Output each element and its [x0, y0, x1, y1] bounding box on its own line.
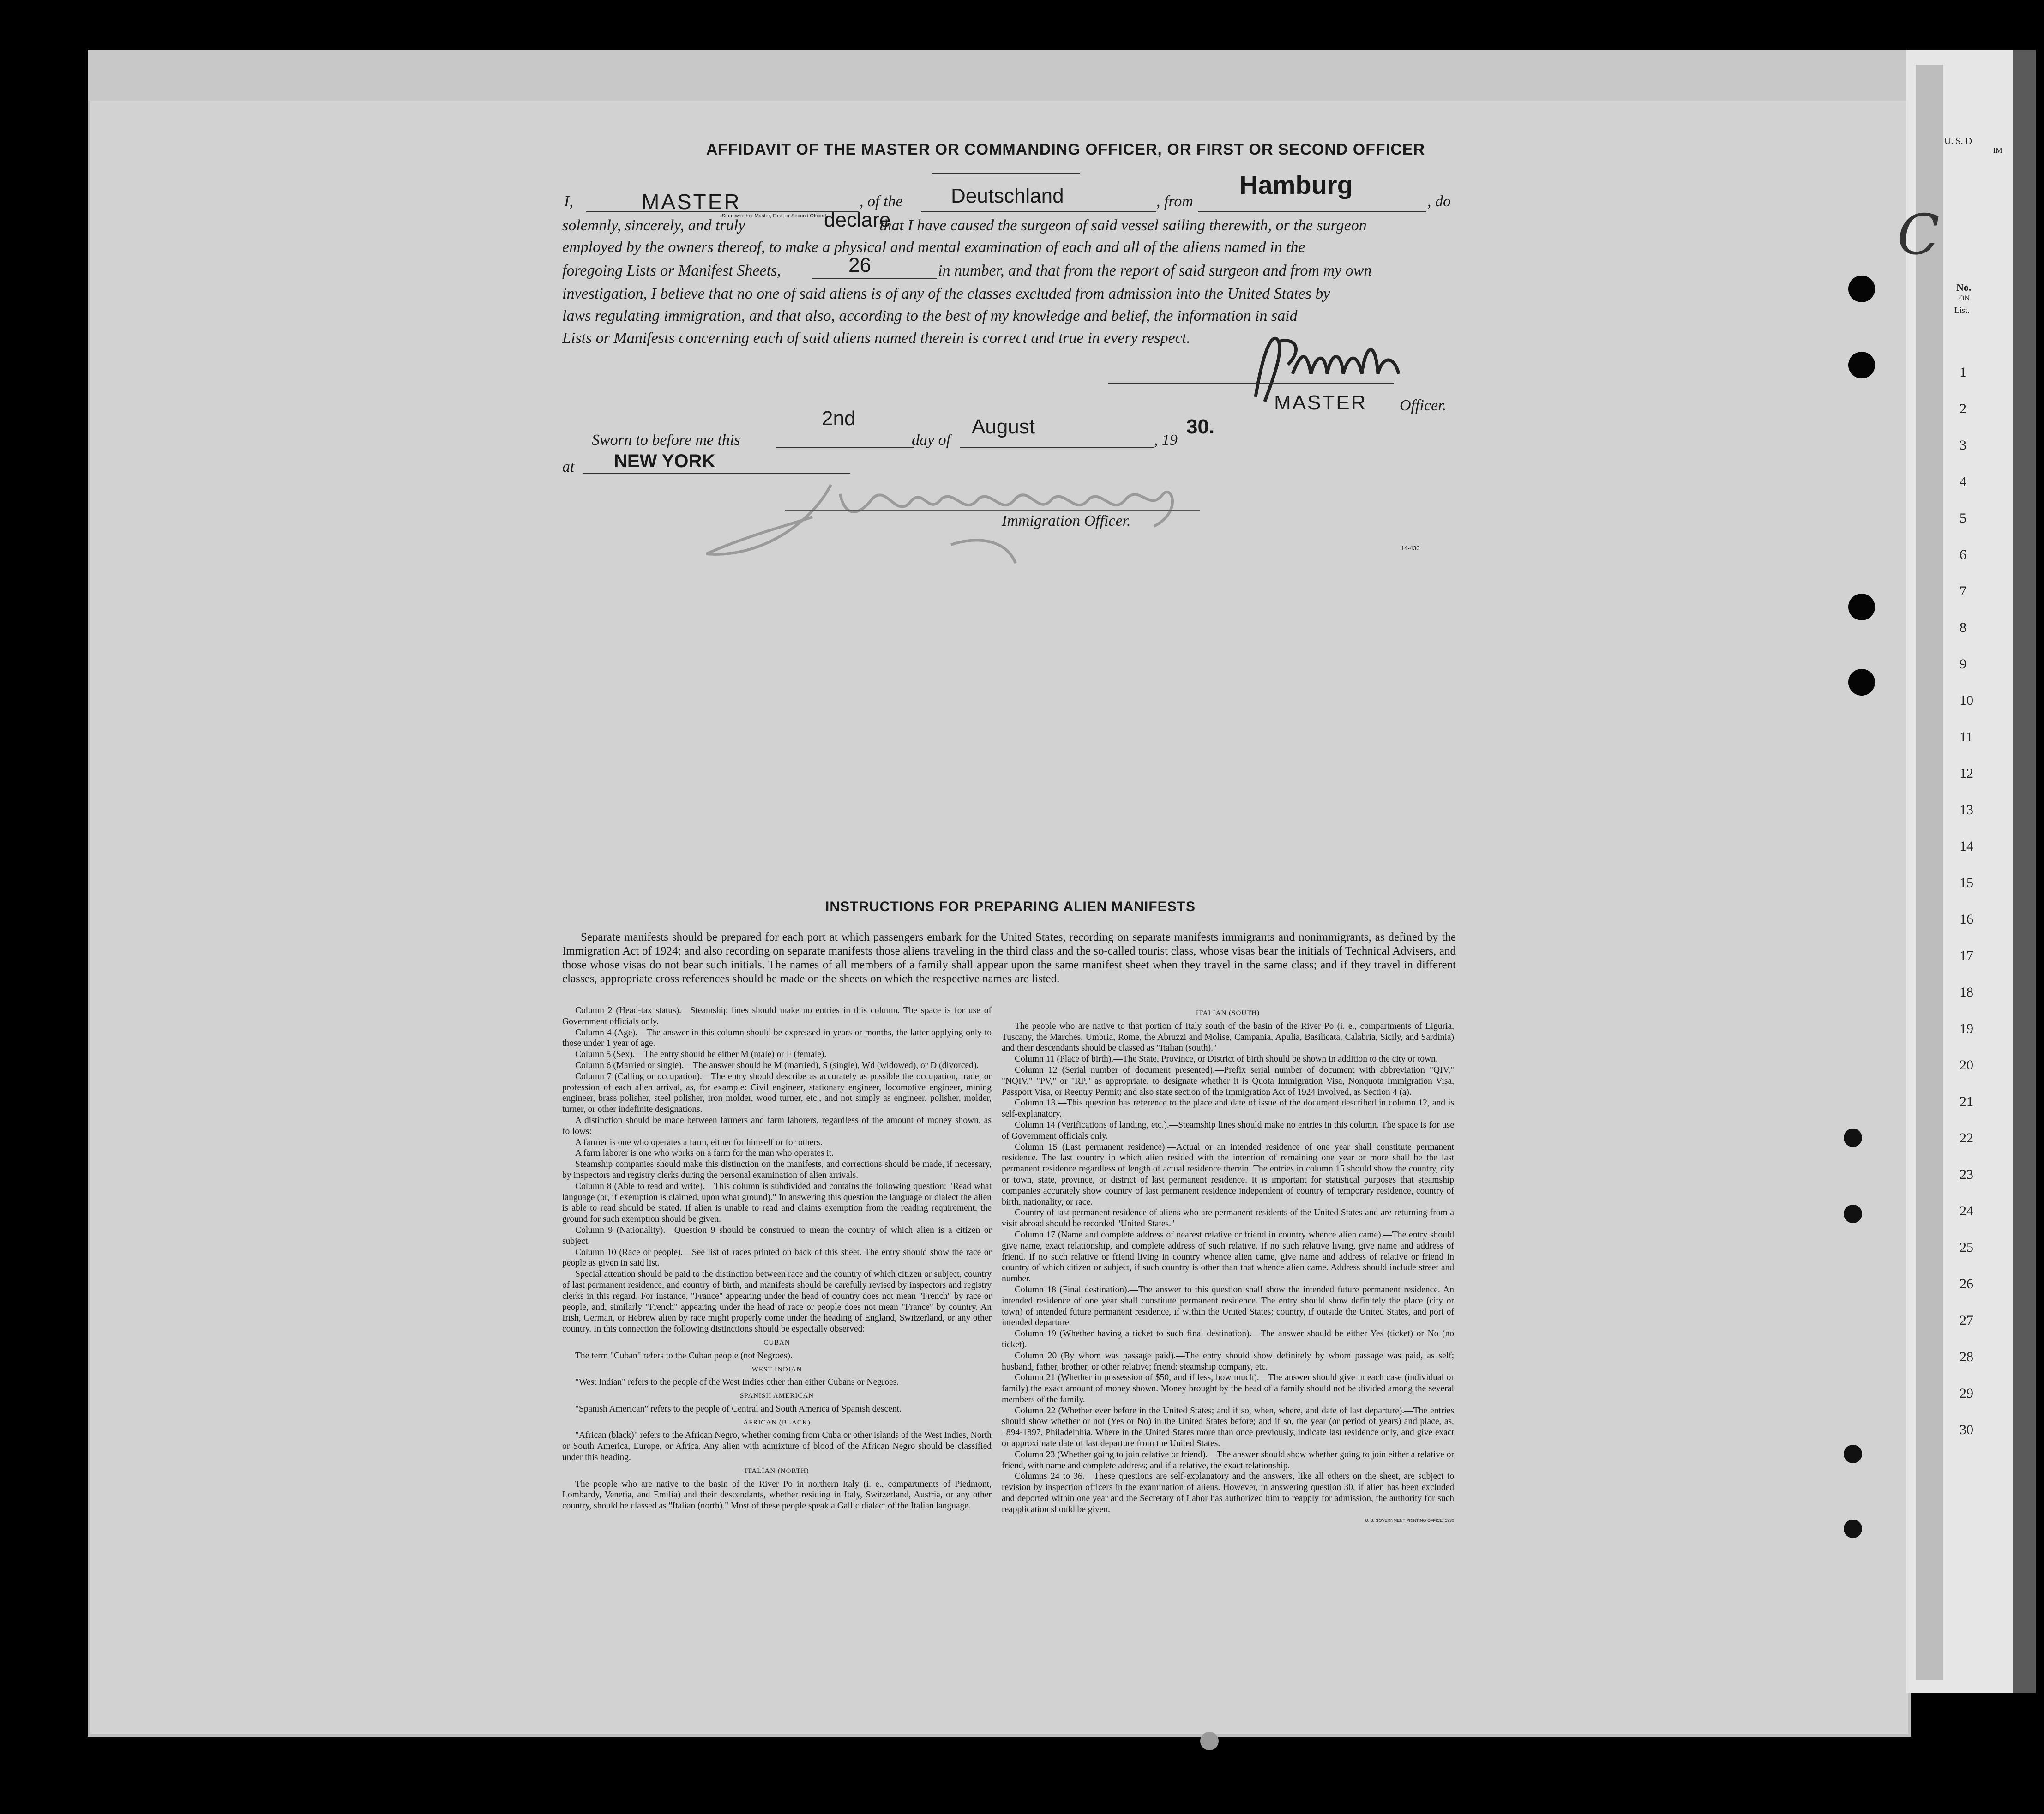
african-heading: AFRICAN (BLACK)	[743, 1418, 811, 1426]
left-column-paragraph: Column 4 (Age).—The answer in this column should be expressed in years or months, the latter applying only to those under 1 year of age.	[562, 1027, 992, 1049]
cuban-text: The term "Cuban" refers to the Cuban people (not Negroes).	[575, 1351, 793, 1361]
adjacent-row-number: 1	[1960, 365, 1966, 380]
affidavit-line3a: foregoing Lists or Manifest Sheets,	[562, 262, 781, 279]
west-indian-heading: WEST INDIAN	[751, 1365, 802, 1373]
instructions-right-column	[1002, 1005, 1454, 1624]
right-column-paragraph: Column 22 (Whether ever before in the United States; and if so, when, where, and date of last departure).—The entries should show whether or not (Yes or No) in the United States before; and if so, the year (or period of years) and place, as, 1894-1897, Philadelphia. Where in the United States more than once previously, indicate last residence only, and give exact or approximate date of last departure from the United States.	[1002, 1406, 1454, 1449]
adjacent-row-number: 19	[1960, 1021, 1973, 1036]
punch-hole	[1848, 352, 1875, 378]
affidavit-line2: employed by the owners thereof, to make a physical and mental examination of each and all of the aliens named in the	[562, 239, 1305, 256]
instructions-intro: Separate manifests should be prepared for each port at which passengers embark for the United States, recording on separate manifests immigrants and nonimmigrants, as defined by the Immigration Act of 1924; and also recording on separate manifests those aliens traveling in the third class and the so-called tourist class, whose visas bear the initials of Technical Advisers, and those whose visas do not bear such initials. The names of all members of a family shall appear upon the same manifest sheet when they travel in the same class; and if they travel in different classes, appropriate cross references should be made on the sheets on which the respective names are listed.	[562, 931, 1456, 985]
left-column-paragraph: Special attention should be paid to the distinction between race and the country of which citizen or subject, country of last permanent residence, and country of birth, and manifests should be carefully revised by inspectors and registry clerks in this regard. For instance, "France" appearing under the head of country does not mean "French" by race or people, and, similarly "French" appearing under the head of race or people does not mean "France" by country. An Irish, German, or Hebrew alien by race might properly come under the heading of England, Switzerland, or any other country. In this connection the following distinctions should be especially observed:	[562, 1269, 992, 1334]
right-column-paragraph: Column 23 (Whether going to join relative or friend).—The answer should show whether going to join either a relative or friend, with name and complete address; and if a relative, the exact relationship.	[1002, 1449, 1454, 1471]
adjacent-row-number: 20	[1960, 1057, 1973, 1073]
right-column-paragraph: The people who are native to that portion of Italy south of the basin of the River Po (i. e., compartments of Liguria, Tuscany, the Marches, Umbria, Rome, the Abruzzi and Molise, Campania, Apulia, Basilicata, Calabria, Sicily, and Sardinia) and their descendants should be classed as "Italian (south)."	[1002, 1021, 1454, 1053]
adjacent-row-number: 23	[1960, 1167, 1973, 1182]
right-column-paragraph: Column 12 (Serial number of document presented).—Prefix serial number of document with abbreviation "QIV," "NQIV," "PV," or "RP," as appropriate, to designate whether it is Quota Immigration Visa, Nonquota Immigration Visa, Passport Visa, or Reentry Permit; and also state section of the Immigration Act of 1924 involved, as Section 4 (a).	[1002, 1065, 1454, 1097]
punch-hole	[1844, 1205, 1862, 1223]
adjacent-row-number: 5	[1960, 511, 1966, 526]
adjacent-row-number: 7	[1960, 583, 1966, 599]
adjacent-row-number: 6	[1960, 547, 1966, 562]
punch-hole	[1844, 1445, 1862, 1463]
adjacent-row-number: 21	[1960, 1094, 1973, 1109]
adjacent-row-number: 11	[1960, 729, 1973, 745]
do-label: , do	[1427, 193, 1451, 210]
left-column-paragraph: Column 7 (Calling or occupation).—The entry should describe as accurately as possible the occupation, trade, or profession of each alien arrival, as, for example: Civil engineer, stationary engineer, locomotive engineer, mining engineer, brass polisher, steel polisher, iron molder, wood turner, etc., and not simply as engineer, polisher, molder, turner, or other indefinite designations.	[562, 1071, 992, 1115]
cuban-heading: CUBAN	[763, 1339, 790, 1346]
of-the-label: , of the	[860, 193, 903, 210]
punch-hole	[1200, 1732, 1219, 1750]
adjacent-row-number: 4	[1960, 474, 1966, 489]
adjacent-row-number: 10	[1960, 693, 1973, 708]
affidavit-line4: investigation, I believe that no one of said aliens is of any of the classes excluded from admission into the United States by	[562, 285, 1330, 302]
adjacent-row-number: 26	[1960, 1276, 1973, 1291]
affidavit-title: AFFIDAVIT OF THE MASTER OR COMMANDING OFFICER, OR FIRST OR SECOND OFFICER	[706, 141, 1425, 158]
affidavit-i: I,	[564, 193, 573, 210]
punch-hole	[1844, 1520, 1862, 1538]
adjacent-row-number: 3	[1960, 438, 1966, 453]
sworn-label: Sworn to before me this	[592, 432, 740, 449]
right-column-paragraph: Column 15 (Last permanent residence).—Actual or an intended residence of one year shall constitute permanent residence. The last country in which alien resided with the intention of remaining one year or more shall be the last permanent residence regardless of length of actual residence therein. The entries in column 15 should show the country, city or town, state, province, or district of last permanent residence. It is important for statistical purposes that steamship companies accurately show country of last permanent residence independent of country of temporary residence, country of birth, nationality, or race.	[1002, 1142, 1454, 1207]
right-column-paragraph: Column 17 (Name and complete address of nearest relative or friend in country whence alien came).—The entry should give name, exact relationship, and complete address of such relative. If no such relative living, give name and address of friend. If no such relative or friend living in country whence alien came, give name and address of relative or friend in country of which citizen or subject, if such country is other than that whence alien came. Address should include street and number.	[1002, 1230, 1454, 1284]
rank-hint: (State whether Master, First, or Second Officer)	[720, 213, 827, 219]
from-label: , from	[1156, 193, 1193, 210]
declare-value: declare	[824, 209, 891, 231]
left-column-paragraph: A farm laborer is one who works on a farm for the man who operates it.	[575, 1148, 834, 1159]
adjacent-col-head-no: No.	[1956, 282, 1972, 293]
sheets-field-line	[812, 258, 937, 279]
rank-value: MASTER	[642, 190, 741, 214]
solemnly-text: solemnly, sincerely, and truly	[562, 217, 745, 234]
affidavit-line5: laws regulating immigration, and that also, according to the best of my knowledge and belief, the information in said	[562, 307, 1298, 324]
title-rule	[932, 173, 1080, 174]
adjacent-row-number: 18	[1960, 985, 1973, 1000]
right-column-paragraph: Column 13.—This question has reference to the place and date of issue of the document described in column 12, and is self-explanatory.	[1002, 1098, 1454, 1119]
adjacent-row-number: 30	[1960, 1422, 1973, 1437]
month-value: August	[972, 415, 1035, 438]
adjacent-row-number: 28	[1960, 1349, 1973, 1364]
punch-hole	[1848, 276, 1875, 302]
right-column-paragraph: Column 18 (Final destination).—The answer to this question shall show the intended future permanent residence. An intended residence of one year shall constitute permanent residence. The entry should show definitely the place (city or town) of intended future permanent residence, if within the United States; country, if outside the United States, and port of intended departure.	[1002, 1285, 1454, 1328]
adjacent-page-strip	[1916, 65, 1943, 1680]
adjacent-row-number: 14	[1960, 839, 1973, 854]
immigration-officer-label: Immigration Officer.	[1002, 512, 1131, 529]
right-column-paragraph: Column 21 (Whether in possession of $50, and if less, how much).—The answer should give in each case (individual or family) the exact amount of money shown. Money brought by the head of a family should not be divided among the several members of the family.	[1002, 1373, 1454, 1405]
day-of-label: day of	[912, 432, 951, 449]
adjacent-row-number: 17	[1960, 948, 1973, 963]
right-column-paragraph: Columns 24 to 36.—These questions are self-explanatory and the answers, like all others on the sheet, are subject to revision by inspection officers in the examination of aliens. However, in answering question 30, if alien has been excluded and deported within one year and the Secretary of Labor has authorized him to reapply for admission, the authority for such reapplication should be given.	[1002, 1472, 1454, 1514]
sheets-count-value: 26	[848, 254, 871, 276]
vessel-value: Deutschland	[951, 185, 1064, 207]
punch-hole	[1848, 669, 1875, 696]
affidavit-line6: Lists or Manifests concerning each of said aliens named therein is correct and true in every respect.	[562, 330, 1190, 347]
right-column-paragraph: Column 20 (By whom was passage paid).—The entry should show definitely by whom passage was paid, as self; husband, father, brother, or other relative; friend; steamship company, etc.	[1002, 1351, 1454, 1372]
italian-north-text: The people who are native to the basin of the River Po in northern Italy (i. e., compartments of Piedmont, Lombardy, Venetia, and Emilia) and their descendants, whether residing in Italy, Switzerland, Austria, or any other country, should be classed as "Italian (north)." Most of these people speak a Gallic dialect of the Italian language.	[562, 1479, 992, 1511]
adjacent-row-number: 24	[1960, 1203, 1973, 1219]
printer-imprint: U. S. GOVERNMENT PRINTING OFFICE: 1930	[1365, 1518, 1454, 1523]
at-label: at	[562, 458, 575, 475]
port-value: Hamburg	[1239, 170, 1353, 199]
adjacent-header-fragment: U. S. D	[1944, 136, 1972, 146]
left-column-paragraph: Column 9 (Nationality).—Question 9 should be construed to mean the country of which alien is a citizen or subject.	[562, 1225, 992, 1246]
adjacent-row-number: 22	[1960, 1130, 1973, 1146]
adjacent-page-letter: C	[1897, 203, 1940, 267]
adjacent-row-number: 27	[1960, 1313, 1973, 1328]
day-value: 2nd	[822, 407, 856, 430]
adjacent-row-number: 12	[1960, 766, 1973, 781]
right-column-paragraph: Column 19 (Whether having a ticket to such final destination).—The answer should be either Yes (ticket) or No (no ticket).	[1002, 1329, 1454, 1350]
left-column-paragraph: Steamship companies should make this distinction on the manifests, and corrections should be made, if necessary, by inspectors and registry clerks during the personal examination of alien arrivals.	[562, 1159, 992, 1180]
immigration-officer-signature	[692, 466, 1237, 582]
sheet-top-edge	[88, 50, 1911, 101]
adjacent-row-number: 13	[1960, 802, 1973, 817]
year-prefix-label: , 19	[1154, 432, 1178, 449]
spanish-american-text: "Spanish American" refers to the people of Central and South America of Spanish descent.	[575, 1404, 902, 1414]
west-indian-text: "West Indian" refers to the people of the West Indies other than either Cubans or Negroes.	[575, 1377, 899, 1388]
officer-label: Officer.	[1400, 397, 1447, 414]
punch-hole	[1844, 1129, 1862, 1147]
form-number: 14-430	[1401, 545, 1420, 552]
left-column-paragraph: Column 6 (Married or single).—The answer should be M (married), S (single), Wd (widowed), or D (divorced).	[575, 1060, 979, 1070]
adjacent-row-number: 25	[1960, 1240, 1973, 1255]
right-column-paragraph: Column 11 (Place of birth).—The State, Province, or District of birth should be shown in addition to the city or town.	[1015, 1054, 1438, 1064]
right-column-paragraph: Column 14 (Verifications of landing, etc.).—Steamship lines should make no entries in this column. The space is for use of Government officials only.	[1002, 1120, 1454, 1141]
left-column-paragraph: Column 5 (Sex).—The entry should be either M (male) or F (female).	[575, 1050, 827, 1060]
signature-rank-value: MASTER	[1274, 391, 1367, 414]
italian-north-heading: ITALIAN (NORTH)	[745, 1467, 809, 1475]
immigration-signature-line	[785, 510, 1200, 511]
instructions-left-column	[562, 1005, 992, 1628]
left-column-paragraph: A farmer is one who operates a farm, either for himself or for others.	[575, 1137, 823, 1147]
adjacent-col-head-list: List.	[1954, 306, 1970, 315]
adjacent-row-number: 15	[1960, 875, 1973, 890]
instructions-title: INSTRUCTIONS FOR PREPARING ALIEN MANIFESTS	[825, 899, 1196, 914]
manifest-sheet	[88, 50, 1911, 1737]
right-column-paragraph: Country of last permanent residence of aliens who are permanent residents of the United States and are returning from a visit abroad should be recorded "United States."	[1002, 1208, 1454, 1229]
adjacent-header-fragment-2: IM	[1993, 147, 2002, 155]
adjacent-row-number: 9	[1960, 656, 1966, 672]
italian-south-heading: ITALIAN (SOUTH)	[1196, 1009, 1260, 1017]
adjacent-row-number: 29	[1960, 1386, 1973, 1401]
affidavit-line3b: in number, and that from the report of said surgeon and from my own	[938, 262, 1372, 279]
african-text: "African (black)" refers to the African Negro, whether coming from Cuba or other islands of the West Indies, North or South America, Europe, or Africa. Any alien with admixture of blood of the African Negro should be classified under this heading.	[562, 1430, 992, 1463]
left-column-paragraph: A distinction should be made between farmers and farm laborers, regardless of the amount of money shown, as follows:	[562, 1115, 992, 1136]
adjacent-row-number: 2	[1960, 401, 1966, 416]
left-column-paragraph: Column 2 (Head-tax status).—Steamship lines should make no entries in this column. The space is for use of Government officials only.	[562, 1006, 992, 1027]
punch-hole	[1848, 594, 1875, 620]
adjacent-col-head-on: ON	[1959, 294, 1970, 302]
spanish-american-heading: SPANISH AMERICAN	[739, 1392, 814, 1400]
adjacent-page-edge	[2013, 50, 2036, 1693]
place-value: NEW YORK	[614, 451, 715, 471]
left-column-paragraph: Column 10 (Race or people).—See list of races printed on back of this sheet. The entry should show the race or people as given in said list.	[562, 1247, 992, 1268]
officer-signature-line	[1108, 383, 1394, 384]
adjacent-row-number: 8	[1960, 620, 1966, 635]
adjacent-row-number: 16	[1960, 912, 1973, 927]
affidavit-line1-rest: that I have caused the surgeon of said vessel sailing therewith, or the surgeon	[879, 217, 1367, 234]
left-column-paragraph: Column 8 (Able to read and write).—This column is subdivided and contains the following question: "Read what language (or, if exemption is claimed, upon what ground)." In answering this question the language or dialect the alien is able to read should be stated. If alien is unable to read and claims exemption from the reading requirement, the ground for such exemption should be given.	[562, 1181, 992, 1225]
year-value: 30.	[1186, 415, 1215, 438]
